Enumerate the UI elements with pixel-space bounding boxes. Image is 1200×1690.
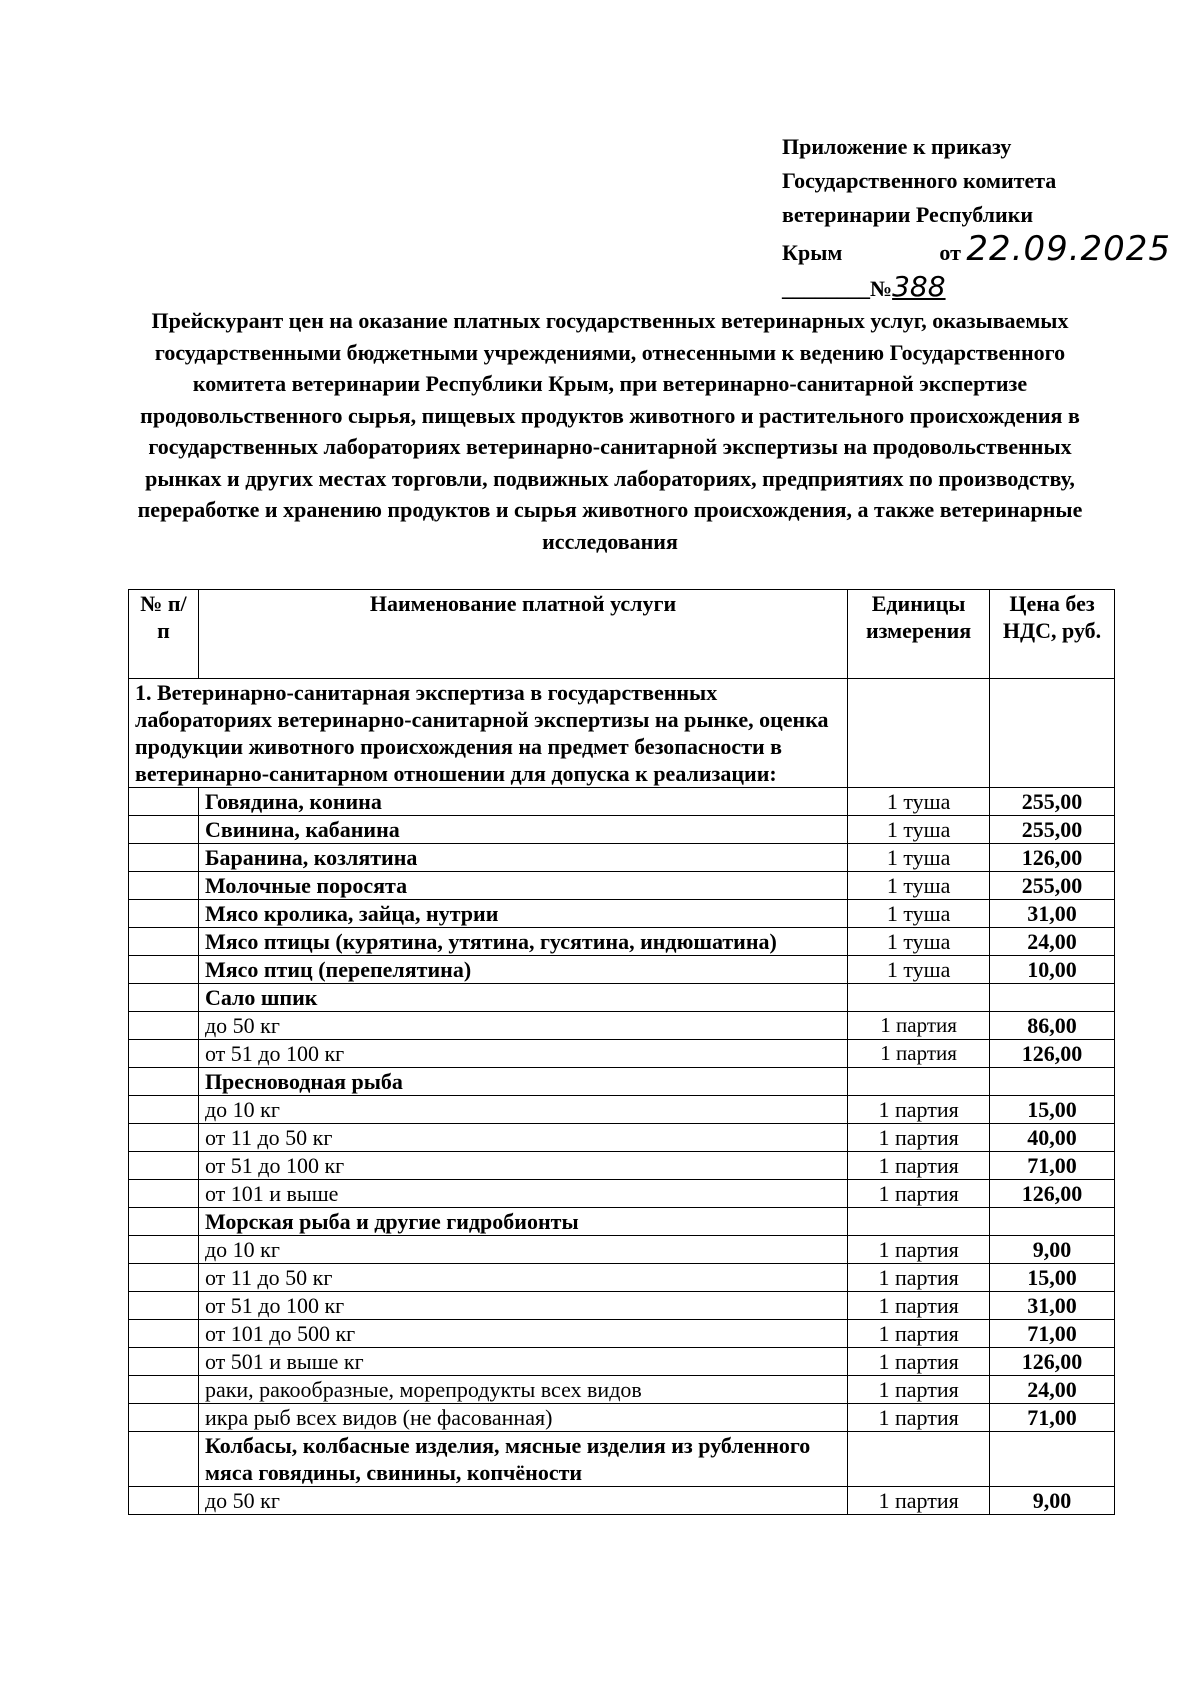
table-row	[129, 816, 1115, 844]
row-num-cell	[129, 1264, 199, 1292]
row-unit-cell: 1 партия	[848, 1152, 990, 1180]
table-row	[129, 956, 1115, 984]
table-row	[129, 984, 1115, 1012]
row-num-cell	[129, 1404, 199, 1432]
table-row	[129, 1124, 1115, 1152]
row-name-cell: от 51 до 100 кг	[198, 1152, 847, 1180]
appendix-line-4	[782, 229, 1182, 270]
row-unit-cell: 1 туша	[848, 872, 990, 900]
row-num-cell	[129, 1124, 199, 1152]
row-price-cell: 255,00	[990, 872, 1115, 900]
order-number-prefix: ________№	[782, 276, 893, 301]
section-row	[129, 679, 1115, 788]
row-num-cell	[129, 1376, 199, 1404]
date-from-label: от	[939, 240, 961, 265]
row-num-cell	[129, 872, 199, 900]
table-row	[129, 1096, 1115, 1124]
row-name-cell: от 51 до 100 кг	[198, 1040, 847, 1068]
table-row	[129, 844, 1115, 872]
table-row	[129, 1432, 1115, 1487]
document-title: Прейскурант цен на оказание платных государственных ветеринарных услуг, оказываемых государственными бюджетными учреждениями, отнесенными к ведению Государственного комитета ветеринарии Республики Крым, при ветеринарно-санитарной экспертизе продовольственного сырья, пищевых продуктов животного и растительного происхождения в государственных лабораториях ветеринарно-санитарной экспертизы на продовольственных рынках и других местах торговли, подвижных лабораториях, предприятиях по производству, переработке и хранению продуктов и сырья животного происхождения, а также ветеринарные исследования	[137, 308, 1083, 554]
table-row	[129, 1236, 1115, 1264]
section-1-price	[990, 679, 1115, 788]
row-price-cell: 126,00	[990, 1180, 1115, 1208]
header-name: Наименование платной услуги	[198, 590, 847, 679]
row-name-cell: Мясо птицы (курятина, утятина, гусятина, индюшатина)	[198, 928, 847, 956]
row-unit-cell: 1 туша	[848, 844, 990, 872]
row-unit-cell: 1 партия	[848, 1124, 990, 1152]
handwritten-order-number: 388	[892, 270, 946, 303]
table-row	[129, 1208, 1115, 1236]
row-num-cell	[129, 900, 199, 928]
row-price-cell: 71,00	[990, 1152, 1115, 1180]
row-name-cell: раки, ракообразные, морепродукты всех видов	[198, 1376, 847, 1404]
row-unit-cell: 1 партия	[848, 1487, 990, 1515]
row-num-cell	[129, 956, 199, 984]
row-unit-cell: 1 туша	[848, 788, 990, 816]
row-num-cell	[129, 1236, 199, 1264]
row-price-cell: 15,00	[990, 1264, 1115, 1292]
row-unit-cell	[848, 984, 990, 1012]
row-unit-cell: 1 партия	[848, 1404, 990, 1432]
row-price-cell: 40,00	[990, 1124, 1115, 1152]
row-num-cell	[129, 1096, 199, 1124]
row-name-cell: Свинина, кабанина	[198, 816, 847, 844]
row-num-cell	[129, 1208, 199, 1236]
row-price-cell: 10,00	[990, 956, 1115, 984]
order-appendix-header	[782, 130, 1182, 306]
row-price-cell: 255,00	[990, 788, 1115, 816]
appendix-line-5	[782, 270, 1182, 306]
table-row	[129, 1376, 1115, 1404]
row-unit-cell: 1 туша	[848, 816, 990, 844]
header-unit: Единицы измерения	[848, 590, 990, 679]
row-price-cell	[990, 1432, 1115, 1487]
row-price-cell	[990, 1208, 1115, 1236]
row-name-cell: от 11 до 50 кг	[198, 1124, 847, 1152]
table-row	[129, 900, 1115, 928]
row-name-cell: Мясо птиц (перепелятина)	[198, 956, 847, 984]
table-row	[129, 1264, 1115, 1292]
row-unit-cell: 1 партия	[848, 1236, 990, 1264]
table-row	[129, 1068, 1115, 1096]
section-1-title: 1. Ветеринарно-санитарная экспертиза в государственных лабораториях ветеринарно-санитарной экспертизы на рынке, оценка продукции животного происхождения на предмет безопасности в ветеринарно-санитарном отношении для допуска к реализации:	[129, 679, 848, 788]
row-num-cell	[129, 984, 199, 1012]
row-num-cell	[129, 816, 199, 844]
row-num-cell	[129, 1292, 199, 1320]
table-row	[129, 872, 1115, 900]
row-num-cell	[129, 1320, 199, 1348]
row-num-cell	[129, 844, 199, 872]
row-num-cell	[129, 1040, 199, 1068]
row-num-cell	[129, 788, 199, 816]
row-name-cell: до 10 кг	[198, 1096, 847, 1124]
row-price-cell: 126,00	[990, 844, 1115, 872]
table-row	[129, 1012, 1115, 1040]
table-header-row	[129, 590, 1115, 679]
handwritten-date: 22.09.2025	[966, 229, 1172, 269]
row-price-cell: 71,00	[990, 1404, 1115, 1432]
table-row	[129, 1404, 1115, 1432]
row-unit-cell	[848, 1432, 990, 1487]
table-row	[129, 1040, 1115, 1068]
row-unit-cell: 1 партия	[848, 1040, 990, 1068]
row-name-cell: икра рыб всех видов (не фасованная)	[198, 1404, 847, 1432]
header-num: № п/п	[129, 590, 199, 679]
section-1-unit	[848, 679, 990, 788]
row-price-cell: 126,00	[990, 1348, 1115, 1376]
row-name-cell: от 501 и выше кг	[198, 1348, 847, 1376]
row-name-cell: Морская рыба и другие гидробионты	[198, 1208, 847, 1236]
row-name-cell: от 51 до 100 кг	[198, 1292, 847, 1320]
row-num-cell	[129, 1012, 199, 1040]
row-unit-cell: 1 партия	[848, 1180, 990, 1208]
row-name-cell: Сало шпик	[198, 984, 847, 1012]
row-name-cell: до 50 кг	[198, 1012, 847, 1040]
row-num-cell	[129, 928, 199, 956]
row-price-cell: 9,00	[990, 1236, 1115, 1264]
row-unit-cell: 1 партия	[848, 1320, 990, 1348]
row-num-cell	[129, 1068, 199, 1096]
row-unit-cell	[848, 1208, 990, 1236]
row-name-cell: до 50 кг	[198, 1487, 847, 1515]
region-label: Крым	[782, 240, 843, 265]
table-row	[129, 1320, 1115, 1348]
row-name-cell: Колбасы, колбасные изделия, мясные изделия из рубленного мяса говядины, свинины, копчёности	[198, 1432, 847, 1487]
row-name-cell: от 11 до 50 кг	[198, 1264, 847, 1292]
table-row	[129, 1348, 1115, 1376]
row-name-cell: Говядина, конина	[198, 788, 847, 816]
row-price-cell: 15,00	[990, 1096, 1115, 1124]
row-unit-cell: 1 партия	[848, 1264, 990, 1292]
row-price-cell: 86,00	[990, 1012, 1115, 1040]
table-row	[129, 1292, 1115, 1320]
row-num-cell	[129, 1348, 199, 1376]
appendix-line-1: Приложение к приказу	[782, 134, 1012, 159]
row-price-cell: 31,00	[990, 1292, 1115, 1320]
table-row	[129, 928, 1115, 956]
row-price-cell: 9,00	[990, 1487, 1115, 1515]
row-unit-cell: 1 партия	[848, 1292, 990, 1320]
table-row	[129, 1180, 1115, 1208]
row-price-cell: 71,00	[990, 1320, 1115, 1348]
row-price-cell	[990, 1068, 1115, 1096]
row-unit-cell: 1 партия	[848, 1012, 990, 1040]
row-name-cell: Пресноводная рыба	[198, 1068, 847, 1096]
row-name-cell: от 101 и выше	[198, 1180, 847, 1208]
row-unit-cell	[848, 1068, 990, 1096]
row-num-cell	[129, 1487, 199, 1515]
table-row	[129, 1487, 1115, 1515]
row-name-cell: Мясо кролика, зайца, нутрии	[198, 900, 847, 928]
row-name-cell: Молочные поросята	[198, 872, 847, 900]
appendix-line-2: Государственного комитета	[782, 168, 1057, 193]
row-price-cell: 24,00	[990, 928, 1115, 956]
price-table	[128, 589, 1115, 1515]
row-name-cell: до 10 кг	[198, 1236, 847, 1264]
table-row	[129, 788, 1115, 816]
row-unit-cell: 1 партия	[848, 1348, 990, 1376]
row-price-cell: 126,00	[990, 1040, 1115, 1068]
row-unit-cell: 1 партия	[848, 1096, 990, 1124]
row-num-cell	[129, 1152, 199, 1180]
row-name-cell: Баранина, козлятина	[198, 844, 847, 872]
row-price-cell: 255,00	[990, 816, 1115, 844]
header-price: Цена без НДС, руб.	[990, 590, 1115, 679]
row-num-cell	[129, 1180, 199, 1208]
row-unit-cell: 1 туша	[848, 928, 990, 956]
row-unit-cell: 1 туша	[848, 900, 990, 928]
row-price-cell	[990, 984, 1115, 1012]
row-unit-cell: 1 партия	[848, 1376, 990, 1404]
table-row	[129, 1152, 1115, 1180]
row-price-cell: 24,00	[990, 1376, 1115, 1404]
row-unit-cell: 1 туша	[848, 956, 990, 984]
row-name-cell: от 101 до 500 кг	[198, 1320, 847, 1348]
appendix-line-3: ветеринарии Республики	[782, 202, 1034, 227]
row-price-cell: 31,00	[990, 900, 1115, 928]
row-num-cell	[129, 1432, 199, 1487]
